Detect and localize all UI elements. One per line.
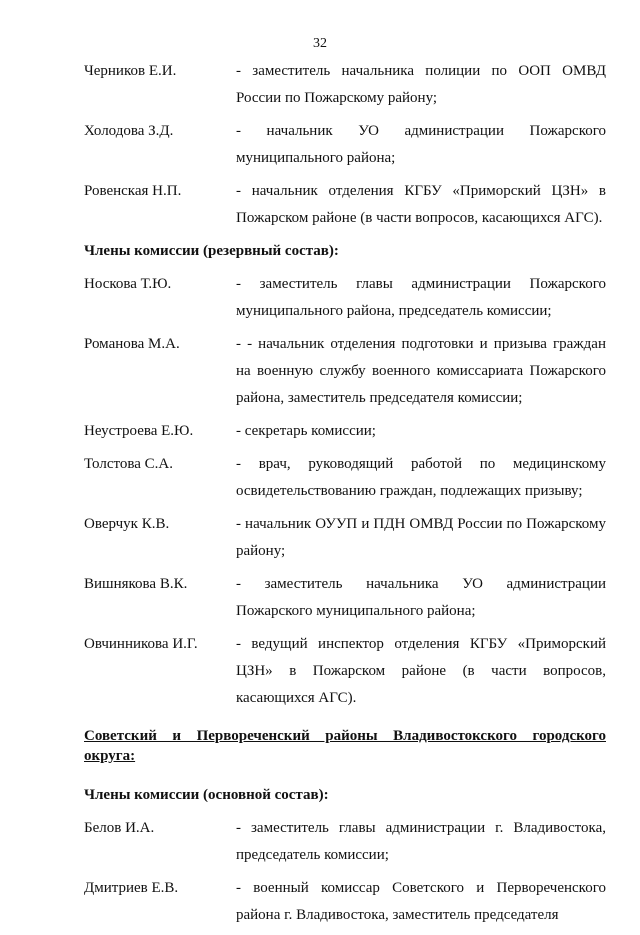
member-role: - начальник УО администрации Пожарского муниципального района; bbox=[236, 123, 606, 166]
member-entry bbox=[84, 178, 606, 232]
member-entry bbox=[84, 631, 606, 712]
member-name: Ровенская Н.П. bbox=[84, 183, 182, 199]
reserve-members-heading: Члены комиссии (резервный состав): bbox=[84, 243, 339, 259]
district-section-title: Советский и Первореченский районы Владивостокского городского округа: bbox=[84, 728, 606, 764]
member-name: Оверчук К.В. bbox=[84, 516, 170, 532]
page-number: 32 bbox=[313, 36, 327, 51]
member-name: Овчинникова И.Г. bbox=[84, 636, 198, 652]
member-role: - заместитель главы администрации Пожарского муниципального района, председатель комиссии; bbox=[236, 276, 606, 319]
member-role: - заместитель начальника полиции по ООП ОМВД России по Пожарскому району; bbox=[236, 63, 606, 106]
member-entry bbox=[84, 875, 606, 929]
member-name: Неустроева Е.Ю. bbox=[84, 423, 194, 439]
member-list-main bbox=[84, 815, 606, 929]
member-role: - врач, руководящий работой по медицинскому освидетельствованию граждан, подлежащих призыву; bbox=[236, 456, 606, 499]
member-role: - начальник отделения КГБУ «Приморский ЦЗН» в Пожарском районе (в части вопросов, касающихся АГС). bbox=[236, 183, 606, 226]
member-entry bbox=[84, 451, 606, 505]
member-role: - начальник ОУУП и ПДН ОМВД России по Пожарскому району; bbox=[236, 516, 606, 559]
member-name: Носкова Т.Ю. bbox=[84, 276, 172, 292]
member-role: - заместитель главы администрации г. Владивостока, председатель комиссии; bbox=[236, 820, 606, 863]
main-members-heading: Члены комиссии (основной состав): bbox=[84, 787, 329, 803]
document-body bbox=[84, 58, 606, 935]
member-name: Холодова З.Д. bbox=[84, 123, 174, 139]
member-name: Черников Е.И. bbox=[84, 63, 177, 79]
member-role: - - начальник отделения подготовки и призыва граждан на военную службу военного комиссариата Пожарского района, заместитель председателя комиссии; bbox=[236, 336, 606, 406]
member-entry bbox=[84, 271, 606, 325]
member-role: - ведущий инспектор отделения КГБУ «Приморский ЦЗН» в Пожарском районе (в части вопросов, касающихся АГС). bbox=[236, 636, 606, 706]
member-list-top bbox=[84, 58, 606, 232]
member-name: Вишнякова В.К. bbox=[84, 576, 188, 592]
member-entry bbox=[84, 511, 606, 565]
member-entry bbox=[84, 571, 606, 625]
member-name: Романова М.А. bbox=[84, 336, 180, 352]
member-name: Толстова С.А. bbox=[84, 456, 173, 472]
member-list-reserve bbox=[84, 271, 606, 712]
member-entry bbox=[84, 418, 606, 445]
member-role: - секретарь комиссии; bbox=[236, 423, 376, 439]
member-name: Белов И.А. bbox=[84, 820, 155, 836]
member-name: Дмитриев Е.В. bbox=[84, 880, 179, 896]
member-entry bbox=[84, 815, 606, 869]
member-entry bbox=[84, 58, 606, 112]
member-entry bbox=[84, 118, 606, 172]
member-role: - заместитель начальника УО администрации Пожарского муниципального района; bbox=[236, 576, 606, 619]
member-role: - военный комиссар Советского и Первореченского района г. Владивостока, заместитель председателя bbox=[236, 880, 606, 923]
member-entry bbox=[84, 331, 606, 412]
